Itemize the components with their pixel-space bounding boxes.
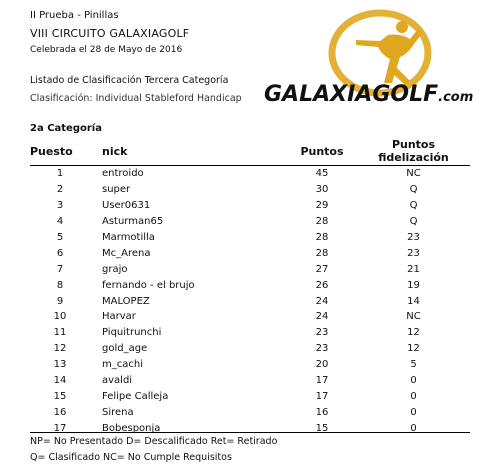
cell-nick: m_cachi [102, 359, 143, 371]
table-row [30, 293, 470, 309]
cell-position: 9 [56, 295, 64, 307]
table-row [30, 261, 470, 277]
table-row [30, 388, 470, 404]
table-row [30, 404, 470, 420]
cell-nick: Bobesponja [102, 422, 161, 434]
circuit-title: VIII CIRCUITO GALAXIAGOLF [30, 27, 190, 40]
galaxiagolf-logo [260, 5, 490, 115]
footer-divider [30, 432, 470, 433]
cell-nick: User0631 [102, 200, 151, 212]
cell-position: 2 [56, 184, 64, 196]
table-row [30, 182, 470, 198]
cell-loyalty-points: Q [409, 184, 418, 196]
cell-position: 3 [56, 200, 64, 212]
event-date: Celebrada el 28 de Mayo de 2016 [30, 45, 183, 55]
classification-table [30, 138, 470, 436]
cell-points: 26 [315, 279, 329, 291]
table-row [30, 214, 470, 230]
cell-nick: grajo [102, 263, 128, 275]
cell-position: 14 [53, 375, 67, 387]
logo-orbit-shape [332, 13, 428, 93]
cell-points: 28 [315, 247, 329, 259]
cell-loyalty-points: Q [409, 216, 418, 228]
table-row [30, 277, 470, 293]
cell-loyalty-points: 23 [407, 247, 420, 259]
cell-nick: Sirena [102, 406, 134, 418]
cell-position: 13 [53, 359, 67, 371]
cell-position: 4 [56, 216, 64, 228]
cell-position: 12 [53, 343, 67, 355]
col-header-loyalty-points: Puntos fidelización [357, 138, 470, 166]
cell-loyalty-points: 14 [407, 295, 420, 307]
cell-nick: Asturman65 [102, 216, 164, 228]
cell-points: 17 [315, 390, 329, 402]
table-header-row [30, 138, 470, 166]
table-row [30, 245, 470, 261]
cell-nick: gold_age [102, 343, 148, 355]
cell-points: 23 [315, 327, 329, 339]
cell-points: 17 [315, 375, 329, 387]
cell-loyalty-points: NC [406, 168, 421, 180]
cell-loyalty-points: 21 [407, 263, 420, 275]
cell-loyalty-points: 0 [410, 422, 417, 434]
cell-loyalty-points: 19 [407, 279, 420, 291]
cell-nick: Marmotilla [102, 232, 155, 243]
table-row [30, 309, 470, 325]
logo-wordmark [264, 82, 473, 107]
cell-points: 20 [315, 359, 329, 371]
cell-nick: Harvar [102, 311, 136, 323]
cell-points: 30 [315, 184, 329, 196]
cell-position: 10 [53, 311, 67, 323]
cell-nick: Piquitrunchi [102, 327, 162, 339]
cell-points: 27 [315, 263, 329, 275]
cell-nick: Mc_Arena [102, 247, 151, 259]
cell-loyalty-points: 0 [410, 390, 417, 402]
cell-points: 24 [315, 295, 329, 307]
cell-position: 6 [56, 247, 64, 259]
cell-points: 28 [315, 216, 329, 228]
table-row [30, 420, 470, 436]
table-row [30, 166, 470, 182]
category-label: 2a Categoría [30, 123, 102, 134]
cell-nick: entroido [102, 168, 144, 180]
cell-loyalty-points: 12 [407, 327, 420, 339]
table-row [30, 373, 470, 389]
classification-type: Clasificación: Individual Stableford Handicap [30, 93, 242, 104]
cell-points: 16 [315, 406, 329, 418]
cell-loyalty-points: Q [409, 200, 418, 212]
cell-points: 28 [315, 232, 329, 243]
col-header-position: Puesto [30, 138, 90, 166]
legend-line-2: Q= Clasificado NC= No Cumple Requisitos [30, 452, 232, 463]
logo-suffix: .com [438, 90, 474, 105]
cell-points: 29 [315, 200, 329, 212]
cell-position: 17 [53, 422, 67, 434]
legend-line-1: NP= No Presentado D= Descalificado Ret= Retirado [30, 436, 278, 447]
cell-position: 5 [56, 232, 64, 243]
col-header-points: Puntos [287, 138, 357, 166]
cell-loyalty-points: 12 [407, 343, 420, 355]
cell-nick: Felipe Calleja [102, 390, 169, 402]
table-row [30, 325, 470, 341]
cell-nick: fernando - el brujo [102, 279, 195, 291]
cell-loyalty-points: 0 [410, 375, 417, 387]
col-header-nick: nick [90, 138, 287, 166]
cell-nick: avaldi [102, 375, 133, 387]
cell-points: 24 [315, 311, 329, 323]
listing-title: Listado de Clasificación Tercera Categoría [30, 75, 229, 86]
cell-position: 7 [56, 263, 64, 275]
cell-loyalty-points: 0 [410, 406, 417, 418]
event-title: II Prueba - Pinillas [30, 10, 119, 21]
table-row [30, 198, 470, 214]
cell-position: 16 [53, 406, 67, 418]
cell-position: 11 [53, 327, 67, 339]
cell-position: 1 [56, 168, 64, 180]
table-row [30, 230, 470, 246]
cell-nick: MALOPEZ [102, 295, 150, 307]
table-row [30, 357, 470, 373]
cell-position: 15 [53, 390, 67, 402]
cell-points: 45 [315, 168, 329, 180]
cell-nick: super [102, 184, 131, 196]
cell-points: 15 [315, 422, 329, 434]
logo-word-golf: GOLF [372, 82, 439, 107]
golfer-silhouette [356, 21, 423, 85]
cell-loyalty-points: NC [406, 311, 421, 323]
table-body [30, 166, 470, 437]
logo-word-galaxia: GALAXIA [264, 82, 373, 107]
table-row [30, 341, 470, 357]
cell-position: 8 [56, 279, 64, 291]
cell-loyalty-points: 5 [410, 359, 417, 371]
cell-loyalty-points: 23 [407, 232, 420, 243]
cell-points: 23 [315, 343, 329, 355]
